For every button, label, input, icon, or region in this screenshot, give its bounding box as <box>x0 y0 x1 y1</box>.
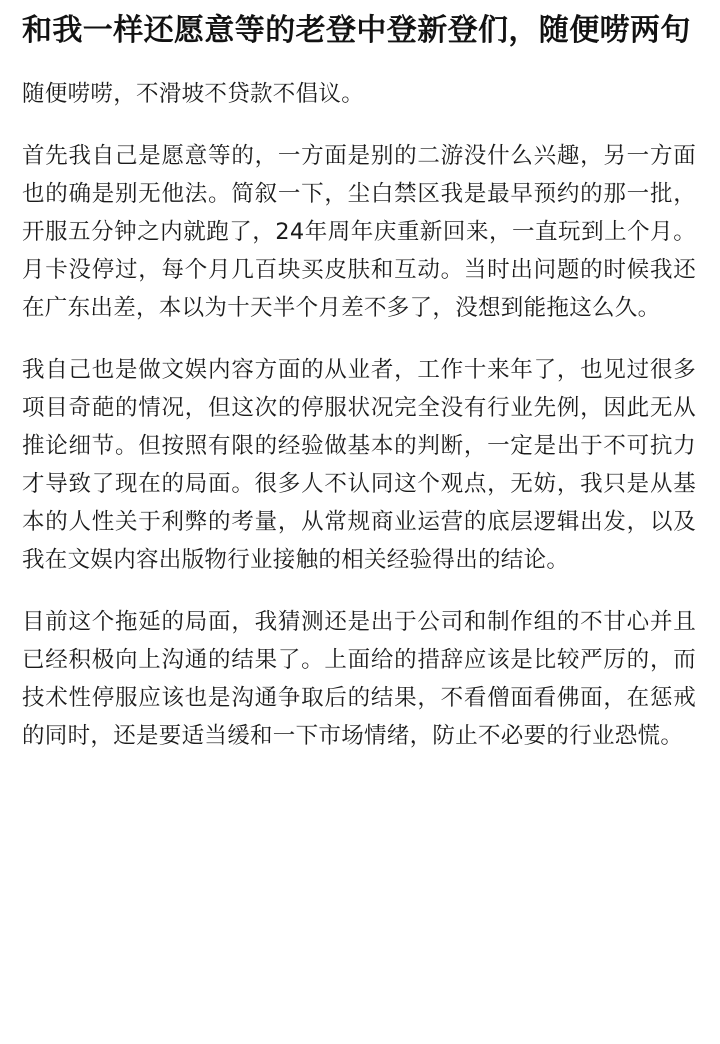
post-title: 和我一样还愿意等的老登中登新登们，随便唠两句 <box>22 13 691 48</box>
post-paragraph-2: 首先我自己是愿意等的，一方面是别的二游没什么兴趣，另一方面也的确是别无他法。简叙一下，尘白禁区我是最早预约的那一批，开服五分钟之内就跑了，24年周年庆重新回来，一直玩到上个月。月卡没停过，每个月几百块买皮肤和互动。当时出问题的时候我还在广东出差，本以为十天半个月差不多了，没想到能拖这么久。 <box>22 143 696 321</box>
post-paragraph-4: 目前这个拖延的局面，我猜测还是出于公司和制作组的不甘心并且已经积极向上沟通的结果了。上面给的措辞应该是比较严厉的，而技术性停服应该也是沟通争取后的结果，不看僧面看佛面，在惩戒的同时，还是要适当缓和一下市场情绪，防止不必要的行业恐慌。 <box>22 609 696 749</box>
post-paragraph-1: 随便唠唠，不滑坡不贷款不倡议。 <box>22 81 365 107</box>
post-body <box>22 75 696 755</box>
post-paragraph-3: 我自己也是做文娱内容方面的从业者，工作十来年了，也见过很多项目奇葩的情况，但这次的停服状况完全没有行业先例，因此无从推论细节。但按照有限的经验做基本的判断，一定是出于不可抗力才导致了现在的局面。很多人不认同这个观点，无妨，我只是从基本的人性关于利弊的考量，从常规商业运营的底层逻辑出发，以及我在文娱内容出版物行业接触的相关经验得出的结论。 <box>22 357 696 573</box>
